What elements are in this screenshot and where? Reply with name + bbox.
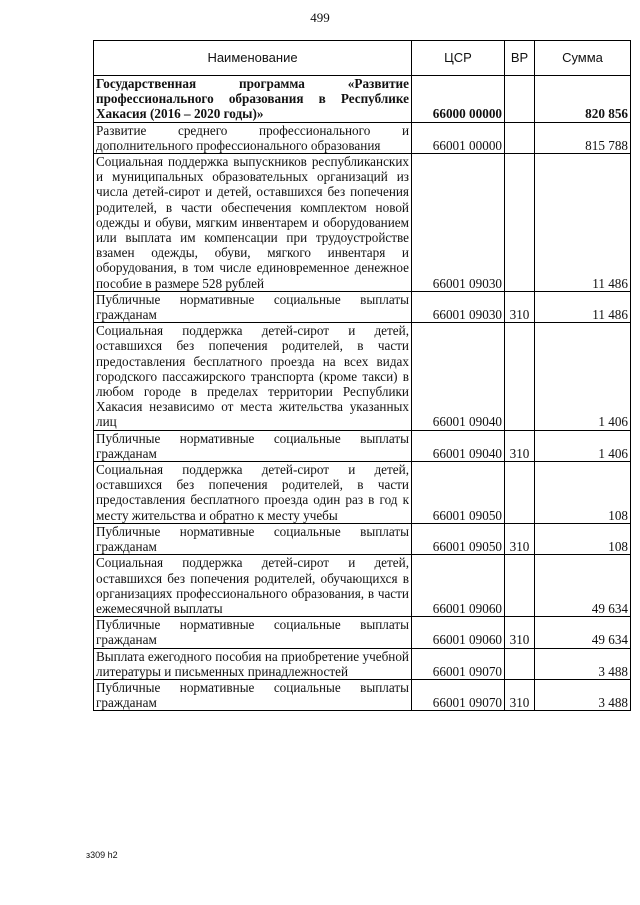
table-row xyxy=(94,323,631,430)
row-name: Публичные нормативные социальные выплаты гражданам xyxy=(94,430,412,461)
budget-table xyxy=(93,40,631,711)
row-name: Социальная поддержка выпускников республиканских и муниципальных образовательных организаций из числа детей-сирот и детей, оставшихся без попечения родителей, в части обеспечения комплектом новой одежды и обуви, мягким инвентарем и оборудованием или выплата им компенсации при трудоустройстве взамен одежды, обуви, мягкого инвентаря и оборудования, в том числе единовременное денежное пособие в размере 528 рублей xyxy=(94,154,412,292)
row-vr xyxy=(505,323,535,430)
row-name: Публичные нормативные социальные выплаты гражданам xyxy=(94,291,412,322)
table-row xyxy=(94,122,631,153)
row-sum: 815 788 xyxy=(535,122,631,153)
row-vr xyxy=(505,648,535,679)
row-sum: 108 xyxy=(535,462,631,524)
row-vr: 310 xyxy=(505,617,535,648)
row-name: Публичные нормативные социальные выплаты гражданам xyxy=(94,617,412,648)
row-vr xyxy=(505,154,535,292)
row-name: Выплата ежегодного пособия на приобретение учебной литературы и письменных принадлежностей xyxy=(94,648,412,679)
row-sum: 3 488 xyxy=(535,648,631,679)
row-sum: 49 634 xyxy=(535,617,631,648)
table-row xyxy=(94,291,631,322)
row-sum: 3 488 xyxy=(535,679,631,710)
row-name: Публичные нормативные социальные выплаты гражданам xyxy=(94,679,412,710)
table-row xyxy=(94,648,631,679)
row-csr: 66001 09070 xyxy=(412,648,505,679)
table-row xyxy=(94,430,631,461)
table-row xyxy=(94,617,631,648)
row-vr xyxy=(505,122,535,153)
header-sum: Сумма xyxy=(535,41,631,76)
table-row xyxy=(94,679,631,710)
table-row xyxy=(94,555,631,617)
header-row xyxy=(94,41,631,76)
header-csr: ЦСР xyxy=(412,41,505,76)
row-sum: 820 856 xyxy=(535,76,631,123)
page-number: 499 xyxy=(310,10,330,25)
row-csr: 66001 09050 xyxy=(412,523,505,554)
row-csr: 66001 09050 xyxy=(412,462,505,524)
row-name: Государственная программа «Развитие профессионального образования в Республике Хакасия (2016 – 2020 годы)» xyxy=(94,76,412,123)
footer-code: з309 h2 xyxy=(86,850,118,860)
row-csr: 66000 00000 xyxy=(412,76,505,123)
table-row xyxy=(94,462,631,524)
row-sum: 1 406 xyxy=(535,430,631,461)
row-name: Развитие среднего профессионального и дополнительного профессионального образования xyxy=(94,122,412,153)
row-vr xyxy=(505,555,535,617)
table-row xyxy=(94,76,631,123)
row-vr: 310 xyxy=(505,430,535,461)
row-sum: 11 486 xyxy=(535,154,631,292)
row-csr: 66001 09040 xyxy=(412,430,505,461)
row-vr xyxy=(505,462,535,524)
header-vr: ВР xyxy=(505,41,535,76)
row-name: Социальная поддержка детей-сирот и детей, оставшихся без попечения родителей, в части предоставления бесплатного проезда на всех видах городского пассажирского транспорта (кроме такси) в любом городе в пределах территории Республики Хакасия независимо от места жительства указанных лиц xyxy=(94,323,412,430)
row-csr: 66001 09030 xyxy=(412,154,505,292)
row-vr: 310 xyxy=(505,679,535,710)
row-name: Социальная поддержка детей-сирот и детей, оставшихся без попечения родителей, обучающихся в организациях профессионального образования, в части ежемесячной выплаты xyxy=(94,555,412,617)
row-vr: 310 xyxy=(505,291,535,322)
row-sum: 108 xyxy=(535,523,631,554)
row-name: Публичные нормативные социальные выплаты гражданам xyxy=(94,523,412,554)
row-csr: 66001 09070 xyxy=(412,679,505,710)
header-name: Наименование xyxy=(94,41,412,76)
row-sum: 1 406 xyxy=(535,323,631,430)
row-name: Социальная поддержка детей-сирот и детей, оставшихся без попечения родителей, в части предоставления бесплатного проезда один раз в год к месту жительства и обратно к месту учебы xyxy=(94,462,412,524)
table-body xyxy=(94,76,631,711)
row-csr: 66001 00000 xyxy=(412,122,505,153)
row-sum: 11 486 xyxy=(535,291,631,322)
row-csr: 66001 09030 xyxy=(412,291,505,322)
row-vr xyxy=(505,76,535,123)
row-csr: 66001 09040 xyxy=(412,323,505,430)
row-vr: 310 xyxy=(505,523,535,554)
row-csr: 66001 09060 xyxy=(412,555,505,617)
row-sum: 49 634 xyxy=(535,555,631,617)
table-row xyxy=(94,523,631,554)
table-row xyxy=(94,154,631,292)
row-csr: 66001 09060 xyxy=(412,617,505,648)
